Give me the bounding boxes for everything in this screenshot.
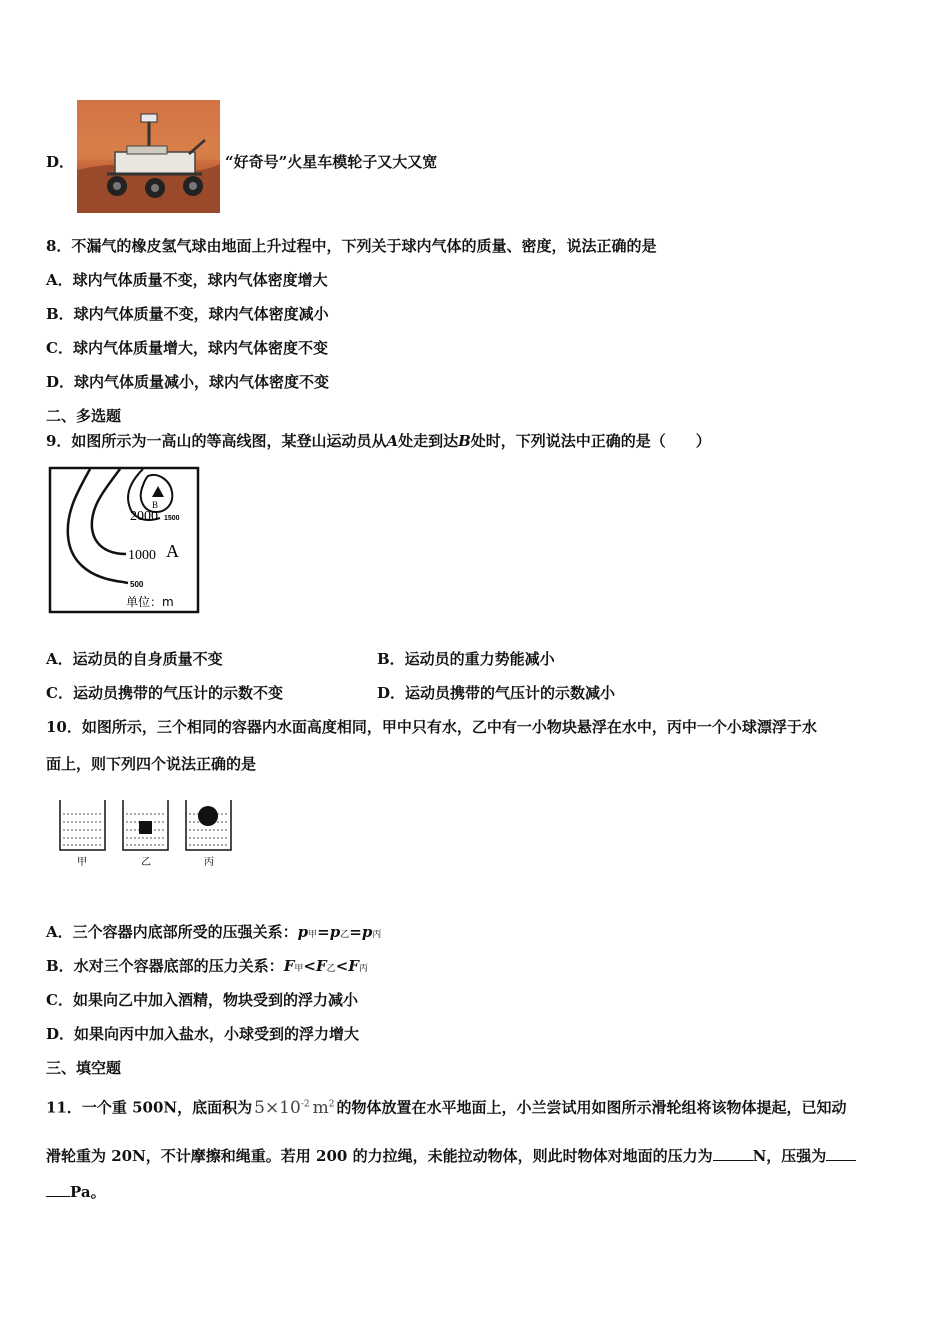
q7-option-d-label: D． [46,153,75,171]
q10-option-c: C．如果向乙中加入酒精，物块受到的浮力减小 [46,991,358,1009]
formula-sub-jia: 甲 [308,930,318,940]
contour-label-1000: 1000 [128,548,156,563]
q11-line2 [46,1146,856,1166]
formula-lt1: < [303,957,316,975]
q11-line3 [46,1182,106,1202]
container-label-yi: 乙 [141,857,151,868]
q8-option-c: C．球内气体质量增大，球内气体密度不变 [46,339,328,357]
q10-option-d: D．如果向丙中加入盐水，小球受到的浮力增大 [46,1025,360,1043]
formula-p2: p [329,923,341,941]
q10-option-a [46,922,381,945]
q10-option-b [46,956,368,979]
q9-stem-part3: 处时，下列说法中正确的是（ ） [470,432,711,450]
contour-label-b: B [152,500,159,510]
q11-line1 [46,1094,846,1118]
formula-eq2: = [349,923,362,941]
q10-option-b-text: B．水对三个容器底部的压力关系： [46,957,284,975]
three-containers-figure [55,798,240,873]
container-yi [123,800,168,850]
q9-stem-part1: 9．如图所示为一高山的等高线图，某登山运动员从 [46,432,387,450]
formula-f3: F [348,957,359,975]
q8-option-b: B．球内气体质量不变，球内气体密度减小 [46,305,329,323]
formula-f-sub-bing: 丙 [358,964,368,974]
q11-area-formula [254,1098,334,1118]
floating-ball [198,806,218,826]
q9-option-b: B．运动员的重力势能减小 [377,650,555,668]
q11-blank-pressure-part2[interactable] [46,1182,70,1197]
mars-rover-image [77,100,220,213]
contour-label-2000: 2000 [130,509,158,524]
q11-line2-part1: 滑轮重为 20N，不计摩擦和绳重。若用 200 的力拉绳，未能拉动物体，则此时物体对地面的压力为 [46,1147,713,1165]
rover-illustration [77,100,220,213]
q9-option-d: D．运动员携带的气压计的示数减小 [377,684,616,702]
formula-f-sub-yi: 乙 [326,964,336,974]
formula-eq1: = [317,923,330,941]
q9-stem-part2: 处走到达 [398,432,459,450]
q10-stem-line1: 10．如图所示，三个相同的容器内水面高度相同，甲中只有水，乙中有一小物块悬浮在水中，丙中一个小球漂浮于水 [46,718,817,736]
map-unit-label: 单位：m [126,595,174,609]
formula-f2: F [315,957,327,975]
contour-label-500: 500 [130,580,144,589]
q9-point-a: A [386,432,399,450]
q11-area-unit: m [312,1097,329,1118]
q9-stem [46,431,711,451]
q11-part1: 11．一个重 500N，底面积为 [46,1098,253,1117]
container-label-bing: 丙 [204,857,214,868]
container-label-jia: 甲 [77,857,87,868]
q8-stem: 8．不漏气的橡皮氢气球由地面上升过程中，下列关于球内气体的质量、密度，说法正确的是 [46,237,657,255]
container-bing [186,800,231,850]
formula-sub-yi: 乙 [340,930,350,940]
q8-option-a: A．球内气体质量不变，球内气体密度增大 [46,271,328,289]
containers-svg [55,798,240,873]
contour-map [48,466,200,614]
q11-line2-unit1: N，压强为 [752,1147,827,1165]
q10-option-a-text: A．三个容器内底部所受的压强关系： [46,923,298,941]
contour-map-svg [48,466,200,614]
q8-option-d: D．球内气体质量减小，球内气体密度不变 [46,373,330,391]
q11-blank-force[interactable] [713,1146,753,1161]
contour-label-1500: 1500 [164,515,180,522]
q9-option-a: A．运动员的自身质量不变 [46,650,223,668]
section-3-title: 三、填空题 [46,1059,122,1077]
q10-stem-line2: 面上，则下列四个说法正确的是 [46,755,257,773]
q11-area-exp: -2 [300,1099,310,1109]
q11-area-coef: 5×10 [254,1097,301,1118]
q9-point-b: B [458,432,471,450]
formula-sub-bing: 丙 [372,930,382,940]
q7-option-d-text: “好奇号”火星车模轮子又大又宽 [225,153,438,171]
q11-area-unit-exp: 2 [328,1099,335,1109]
formula-f-sub-jia: 甲 [294,964,304,974]
formula-lt2: < [335,957,349,975]
q11-blank-pressure-part1[interactable] [826,1146,856,1161]
q9-option-c: C．运动员携带的气压计的示数不变 [46,684,283,702]
q11-line3-unit: Pa。 [70,1183,106,1201]
contour-label-a: A [166,541,179,561]
section-2-title: 二、多选题 [46,407,122,425]
formula-p3: p [361,923,373,941]
container-jia [60,800,105,850]
suspended-block [139,821,152,834]
q11-part2: 的物体放置在水平地面上，小兰尝试用如图所示滑轮组将该物体提起，已知动 [336,1098,847,1117]
formula-f1: F [283,957,295,975]
formula-p1: p [297,923,309,941]
